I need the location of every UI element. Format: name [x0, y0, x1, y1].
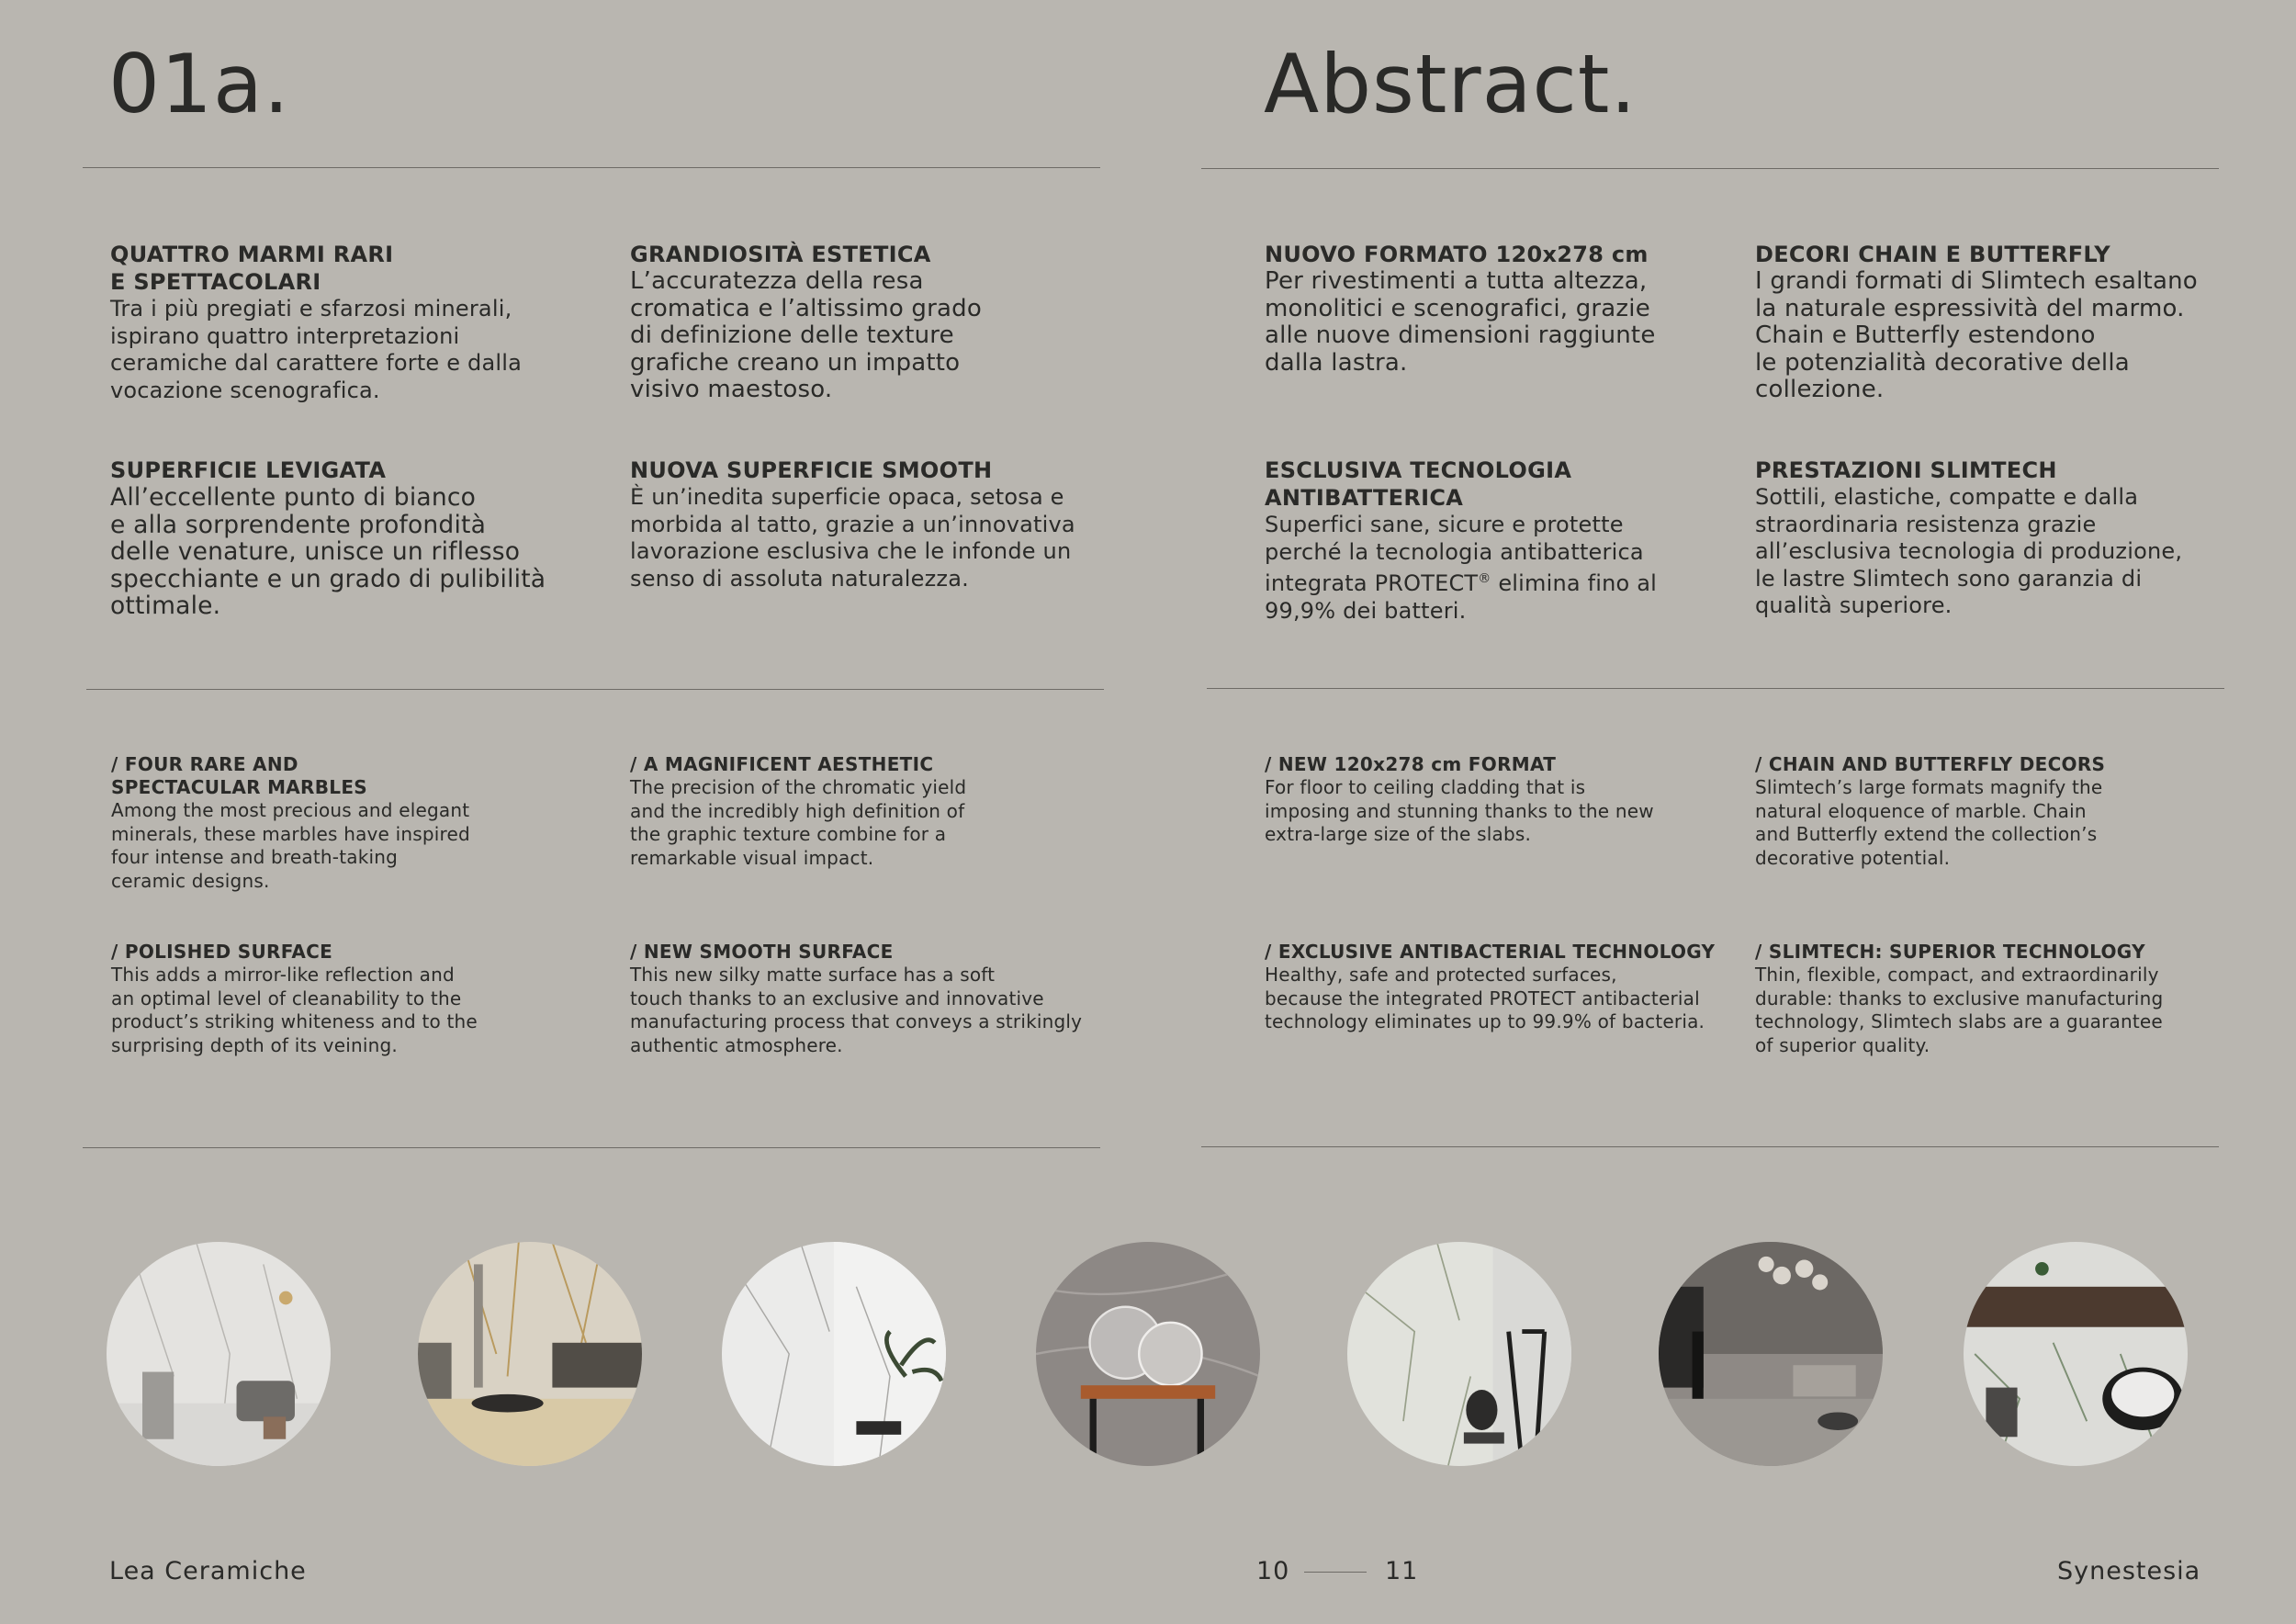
it-block-text-end: elimina fino al 99,9% dei batteri. — [1265, 570, 1658, 624]
en-block-marbles — [111, 753, 589, 893]
divider-bottom-right — [1201, 1146, 2219, 1147]
section-number: 01a. — [108, 37, 290, 131]
it-block-text: Superfici sane, sicure e protette perché la tecnologia antibatterica integrata PROTECT — [1265, 512, 1644, 596]
it-block-text: Tra i più pregiati e sfarzosi minerali, ispirano quattro interpretazioni ceramiche dal carattere forte e dalla vocazione scenografica. — [110, 296, 523, 403]
en-block-text: Healthy, safe and protected surfaces, because the integrated PROTECT antibacterial technology eliminates up to 99.9% of bacteria. — [1265, 964, 1705, 1032]
en-block-antibacterial — [1265, 941, 1761, 1034]
photo-bathroom-white-marble — [107, 1242, 331, 1466]
en-block-title: / NEW SMOOTH SURFACE — [630, 941, 894, 963]
en-block-title: / NEW 120x278 cm FORMAT — [1265, 753, 1557, 775]
photo-lounge-chandelier — [1659, 1242, 1883, 1466]
it-block-text: È un’inedita superficie opaca, setosa e morbida al tatto, grazie a un’innovativa lavorazione esclusiva che le infonde un senso di assoluta naturalezza. — [630, 484, 1075, 592]
divider-mid-right — [1207, 688, 2224, 689]
photo-sculpture-white-marble — [1347, 1242, 1571, 1466]
page-title: Abstract. — [1264, 37, 1638, 131]
photo-living-gold-marble — [418, 1242, 642, 1466]
divider-mid-left — [86, 689, 1104, 690]
it-block-levigata — [110, 457, 606, 620]
it-block-text: Per rivestimenti a tutta altezza, monolitici e scenografici, grazie alle nuove dimensioni raggiunte dalla lastra. — [1265, 267, 1656, 377]
it-block-text: All’eccellente punto di bianco e alla sorprendente profondità delle venature, unisce un riflesso specchiante e un grado di pulibilità ottimale. — [110, 483, 546, 620]
photo-glass-vases-grey-marble — [1036, 1242, 1260, 1466]
it-block-estetica — [630, 241, 1108, 404]
it-block-title: GRANDIOSITÀ ESTETICA — [630, 242, 931, 267]
photo-bathroom-green-marble — [1964, 1242, 2188, 1466]
it-block-text: L’accuratezza della resa cromatica e l’altissimo grado di definizione delle texture grafiche creano un impatto visivo maestoso. — [630, 267, 982, 403]
it-block-prestazioni — [1755, 457, 2251, 620]
registered-mark: ® — [1478, 571, 1491, 586]
it-block-title: SUPERFICIE LEVIGATA — [110, 457, 387, 483]
en-block-title: / FOUR RARE AND SPECTACULAR MARBLES — [111, 753, 368, 798]
it-block-title: PRESTAZIONI SLIMTECH — [1755, 457, 2057, 483]
it-block-text: I grandi formati di Slimtech esaltano la naturale espressività del marmo. Chain e Butterfly estendono le potenzialità decorative della collezione. — [1755, 267, 2198, 403]
en-block-text: The precision of the chromatic yield and the incredibly high definition of the graphic texture combine for a remarkable visual impact. — [630, 776, 967, 869]
divider-top-right — [1201, 168, 2219, 169]
en-block-text: For floor to ceiling cladding that is imposing and stunning thanks to the new extra-large size of the slabs. — [1265, 776, 1654, 845]
it-block-antibatterica — [1265, 457, 1742, 625]
it-block-title: QUATTRO MARMI RARI E SPETTACOLARI — [110, 242, 394, 295]
it-block-title: ESCLUSIVA TECNOLOGIA ANTIBATTERICA — [1265, 457, 1572, 511]
divider-top-left — [83, 167, 1100, 168]
page-number-separator — [1304, 1572, 1367, 1573]
page-number-right: 11 — [1385, 1557, 1419, 1585]
en-block-slimtech — [1755, 941, 2251, 1057]
it-block-title: NUOVO FORMATO 120x278 cm — [1265, 242, 1649, 267]
en-block-aesthetic — [630, 753, 1108, 870]
brand-name: Lea Ceramiche — [109, 1557, 307, 1585]
photo-white-marble-plant — [722, 1242, 946, 1466]
en-block-title: / POLISHED SURFACE — [111, 941, 333, 963]
it-block-smooth — [630, 457, 1126, 592]
en-block-title: / EXCLUSIVE ANTIBACTERIAL TECHNOLOGY — [1265, 941, 1716, 963]
en-block-title: / CHAIN AND BUTTERFLY DECORS — [1755, 753, 2106, 775]
it-block-text: Sottili, elastiche, compatte e dalla straordinaria resistenza grazie all’esclusiva tecnologia di produzione, le lastre Slimtech sono garanzia di qualità superiore. — [1755, 484, 2183, 618]
en-block-decors — [1755, 753, 2233, 870]
it-block-decori — [1755, 241, 2251, 404]
divider-bottom-left — [83, 1147, 1100, 1148]
en-block-text: Among the most precious and elegant minerals, these marbles have inspired four intense and breath-taking ceramic designs. — [111, 799, 470, 892]
en-block-text: This new silky matte surface has a soft touch thanks to an exclusive and innovative manufacturing process that conveys a strikingly authentic atmosphere. — [630, 964, 1083, 1056]
collection-name: Synestesia — [2057, 1557, 2201, 1585]
en-block-text: Slimtech’s large formats magnify the natural eloquence of marble. Chain and Butterfly extend the collection’s decorative potential. — [1755, 776, 2103, 869]
en-block-format — [1265, 753, 1742, 847]
it-block-formato — [1265, 241, 1742, 377]
en-block-smooth — [630, 941, 1144, 1057]
it-block-title: NUOVA SUPERFICIE SMOOTH — [630, 457, 993, 483]
en-block-title: / A MAGNIFICENT AESTHETIC — [630, 753, 934, 775]
en-block-title: / SLIMTECH: SUPERIOR TECHNOLOGY — [1755, 941, 2145, 963]
en-block-text: Thin, flexible, compact, and extraordinarily durable: thanks to exclusive manufacturing technology, Slimtech slabs are a guarantee of superior quality. — [1755, 964, 2164, 1056]
it-block-marmi — [110, 241, 588, 404]
page-number-left: 10 — [1256, 1557, 1290, 1585]
it-block-title: DECORI CHAIN E BUTTERFLY — [1755, 242, 2110, 267]
en-block-text: This adds a mirror-like reflection and an optimal level of cleanability to the product’s striking whiteness and to the surprising depth of its veining. — [111, 964, 478, 1056]
en-block-polished — [111, 941, 589, 1057]
